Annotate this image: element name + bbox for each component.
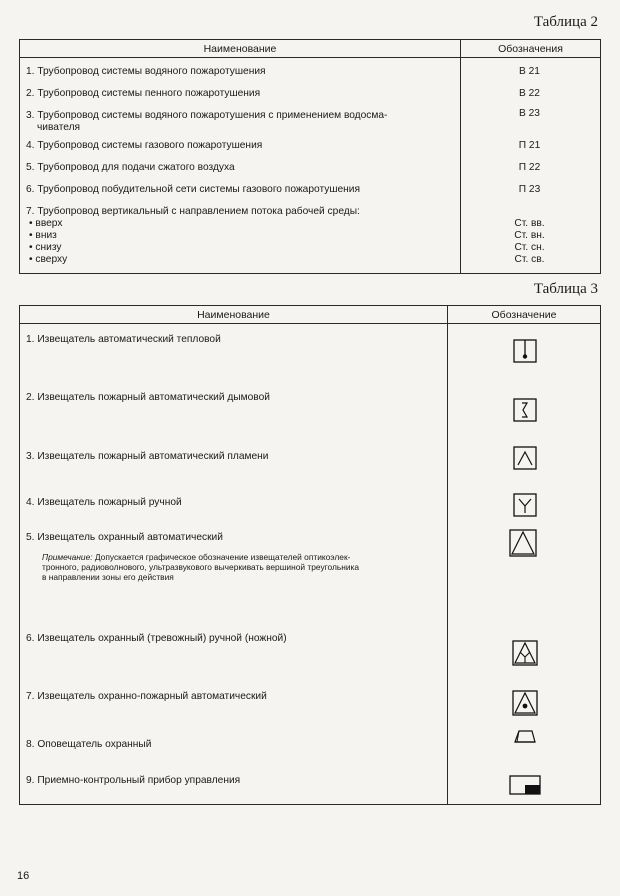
- table-row: 4. Извещатель пожарный ручной: [26, 497, 182, 508]
- note: [42, 552, 427, 582]
- note-prefix: Примечание:: [42, 552, 93, 562]
- table-row: 6. Трубопровод побудительной сети системы газового пожаротушения: [26, 184, 361, 195]
- code-cell: Ст. сн.: [514, 242, 545, 253]
- code-cell: В 23: [519, 108, 540, 119]
- table-row: 4. Трубопровод системы газового пожаротушения: [26, 140, 263, 151]
- table-row: 7. Извещатель охранно-пожарный автоматический: [26, 691, 267, 702]
- column-header-name: Наименование: [20, 306, 448, 324]
- note-line-3: в направлении зоны его действия: [42, 572, 174, 582]
- table-row: 1. Извещатель автоматический тепловой: [26, 334, 221, 345]
- table-3: [19, 305, 601, 805]
- table-row: 1. Трубопровод системы водяного пожаротушения: [26, 66, 266, 77]
- code-cell: В 21: [519, 66, 540, 77]
- code-cell: Ст. вн.: [514, 230, 545, 241]
- table-2: [19, 39, 601, 274]
- code-cell: В 22: [519, 88, 540, 99]
- code-cell: Ст. св.: [514, 254, 545, 265]
- column-header-name: Наименование: [20, 40, 461, 58]
- flame-detector-icon: [511, 444, 539, 472]
- table-row: 2. Трубопровод системы пенного пожаротушения: [26, 88, 261, 99]
- smoke-detector-icon: [511, 396, 539, 424]
- table-row: 5. Трубопровод для подачи сжатого воздуха: [26, 162, 235, 173]
- thermal-detector-icon: [511, 337, 539, 365]
- table-row: 2. Извещатель пожарный автоматический дымовой: [26, 392, 270, 403]
- security-annunciator-icon: [512, 727, 538, 745]
- column-header-code: Обозначения: [461, 40, 601, 58]
- panic-button-icon: [510, 638, 540, 668]
- table-row: 5. Извещатель охранный автоматический: [26, 532, 223, 543]
- page-number: 16: [17, 870, 30, 882]
- code-cell: П 22: [518, 162, 541, 173]
- list-item: • сверху: [29, 254, 449, 266]
- combined-detector-icon: [510, 688, 540, 718]
- security-detector-icon: [507, 527, 539, 559]
- control-panel-icon: [508, 773, 542, 797]
- table-row: 6. Извещатель охранный (тревожный) ручной (ножной): [26, 633, 287, 644]
- table-row: 9. Приемно-контрольный прибор управления: [26, 775, 241, 786]
- list-item: • вниз: [29, 230, 449, 242]
- table-3-caption: Таблица 3: [533, 281, 598, 297]
- column-header-code: Обозначение: [448, 306, 601, 324]
- table-row: 3. Извещатель пожарный автоматический пламени: [26, 451, 269, 462]
- table-row: 3. Трубопровод системы водяного пожаротушения с применением водосма-: [26, 110, 388, 121]
- list-item: • снизу: [29, 242, 449, 254]
- note-line-1: Допускается графическое обозначение извещателей оптикоэлек-: [92, 552, 351, 562]
- table-row-continuation: чивателя: [37, 122, 81, 133]
- code-cell: П 21: [518, 140, 541, 151]
- list-item: • вверх: [29, 218, 449, 230]
- manual-call-point-icon: [511, 491, 539, 519]
- code-cell: Ст. вв.: [514, 218, 545, 229]
- table-row: 8. Оповещатель охранный: [26, 739, 152, 750]
- table-2-caption: Таблица 2: [533, 14, 598, 30]
- code-cell: П 23: [518, 184, 541, 195]
- note-line-2: тронного, радиоволнового, ультразвукового вычеркивать вершиной треугольника: [42, 562, 360, 572]
- table-row: 7. Трубопровод вертикальный с направлением потока рабочей среды:: [26, 206, 360, 217]
